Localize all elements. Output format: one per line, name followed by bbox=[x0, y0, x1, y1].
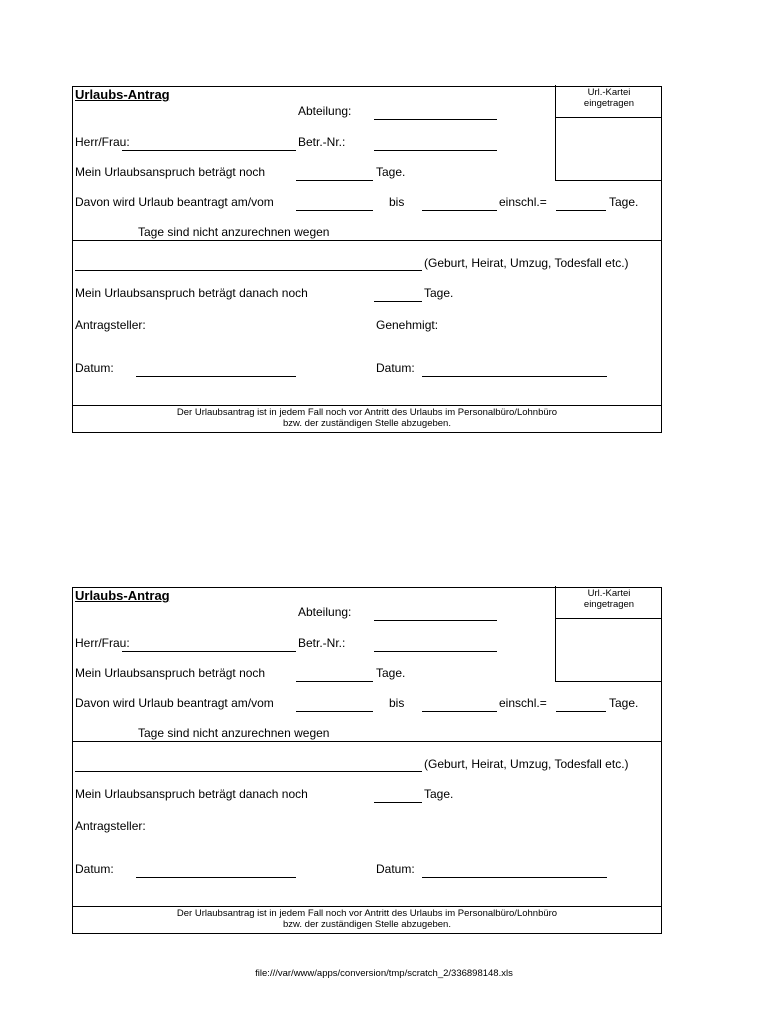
index-card-header bbox=[556, 586, 662, 619]
footer-line-2: bzw. der zuständigen Stelle abzugeben. bbox=[283, 919, 451, 930]
footer-line-1: Der Urlaubsantrag ist in jedem Fall noch vor Antritt des Urlaubs im Personalbüro/Lohnbüro bbox=[176, 407, 558, 418]
until-label: bis bbox=[389, 195, 405, 209]
until-label: bis bbox=[389, 696, 405, 710]
name-field[interactable] bbox=[122, 150, 296, 151]
exclusion-reason-field-2[interactable] bbox=[75, 270, 422, 271]
form-footer-note bbox=[73, 906, 661, 933]
divider bbox=[73, 240, 661, 241]
employee-number-field[interactable] bbox=[374, 651, 497, 652]
name-field[interactable] bbox=[122, 651, 296, 652]
applicant-label: Antragsteller: bbox=[75, 318, 146, 332]
department-field[interactable] bbox=[374, 620, 497, 621]
registered-label: eingetragen bbox=[583, 98, 635, 110]
index-card-header bbox=[556, 85, 662, 118]
employee-number-field[interactable] bbox=[374, 150, 497, 151]
department-label: Abteilung: bbox=[298, 605, 352, 619]
date-label-right: Datum: bbox=[376, 361, 415, 375]
vacation-request-form-1 bbox=[72, 86, 662, 433]
remaining-days-field[interactable] bbox=[296, 180, 373, 181]
file-path-footer: file:///var/www/apps/conversion/tmp/scratch_2/336898148.xls bbox=[255, 968, 513, 979]
date-label-right: Datum: bbox=[376, 862, 415, 876]
reasons-hint-label: (Geburt, Heirat, Umzug, Todesfall etc.) bbox=[424, 757, 629, 771]
end-date-field[interactable] bbox=[422, 711, 497, 712]
remaining-days-field[interactable] bbox=[296, 681, 373, 682]
days-unit-label: Tage. bbox=[609, 195, 639, 209]
requested-days-field[interactable] bbox=[556, 711, 606, 712]
days-unit-label: Tage. bbox=[424, 787, 454, 801]
reasons-hint-label: (Geburt, Heirat, Umzug, Todesfall etc.) bbox=[424, 256, 629, 270]
index-card-label: Url.-Kartei bbox=[587, 588, 631, 600]
inclusive-label: einschl.= bbox=[499, 195, 547, 209]
inclusive-label: einschl.= bbox=[499, 696, 547, 710]
form-title: Urlaubs-Antrag bbox=[75, 588, 170, 603]
approval-date-field[interactable] bbox=[422, 376, 607, 377]
date-label-left: Datum: bbox=[75, 361, 114, 375]
registered-label: eingetragen bbox=[583, 599, 635, 611]
applicant-date-field[interactable] bbox=[136, 376, 296, 377]
remaining-entitlement-label: Mein Urlaubsanspruch beträgt noch bbox=[75, 165, 266, 179]
requested-from-label: Davon wird Urlaub beantragt am/vom bbox=[75, 696, 274, 710]
approved-label: Genehmigt: bbox=[376, 318, 439, 332]
name-label: Herr/Frau: bbox=[75, 135, 130, 149]
footer-line-1: Der Urlaubsantrag ist in jedem Fall noch vor Antritt des Urlaubs im Personalbüro/Lohnbüro bbox=[176, 908, 558, 919]
days-unit-label: Tage. bbox=[609, 696, 639, 710]
index-card-box bbox=[555, 586, 662, 682]
approval-date-field[interactable] bbox=[422, 877, 607, 878]
department-label: Abteilung: bbox=[298, 104, 352, 118]
employee-number-label: Betr.-Nr.: bbox=[298, 135, 346, 149]
exclusion-reason-field-2[interactable] bbox=[75, 771, 422, 772]
employee-number-label: Betr.-Nr.: bbox=[298, 636, 346, 650]
footer-line-2: bzw. der zuständigen Stelle abzugeben. bbox=[283, 418, 451, 429]
days-unit-label: Tage. bbox=[424, 286, 454, 300]
index-card-box bbox=[555, 85, 662, 181]
start-date-field[interactable] bbox=[296, 210, 373, 211]
applicant-label: Antragsteller: bbox=[75, 819, 146, 833]
name-label: Herr/Frau: bbox=[75, 636, 130, 650]
department-field[interactable] bbox=[374, 119, 497, 120]
excluded-days-label: Tage sind nicht anzurechnen wegen bbox=[138, 726, 330, 740]
remaining-after-field[interactable] bbox=[374, 301, 422, 302]
index-card-label: Url.-Kartei bbox=[587, 87, 631, 99]
vacation-request-form-2 bbox=[72, 587, 662, 934]
end-date-field[interactable] bbox=[422, 210, 497, 211]
form-title: Urlaubs-Antrag bbox=[75, 87, 170, 102]
applicant-date-field[interactable] bbox=[136, 877, 296, 878]
form-footer-note bbox=[73, 405, 661, 432]
remaining-after-label: Mein Urlaubsanspruch beträgt danach noch bbox=[75, 787, 308, 801]
excluded-days-label: Tage sind nicht anzurechnen wegen bbox=[138, 225, 330, 239]
requested-from-label: Davon wird Urlaub beantragt am/vom bbox=[75, 195, 274, 209]
requested-days-field[interactable] bbox=[556, 210, 606, 211]
remaining-entitlement-label: Mein Urlaubsanspruch beträgt noch bbox=[75, 666, 266, 680]
date-label-left: Datum: bbox=[75, 862, 114, 876]
remaining-after-field[interactable] bbox=[374, 802, 422, 803]
days-unit-label: Tage. bbox=[376, 666, 406, 680]
remaining-after-label: Mein Urlaubsanspruch beträgt danach noch bbox=[75, 286, 308, 300]
start-date-field[interactable] bbox=[296, 711, 373, 712]
divider bbox=[73, 741, 661, 742]
days-unit-label: Tage. bbox=[376, 165, 406, 179]
